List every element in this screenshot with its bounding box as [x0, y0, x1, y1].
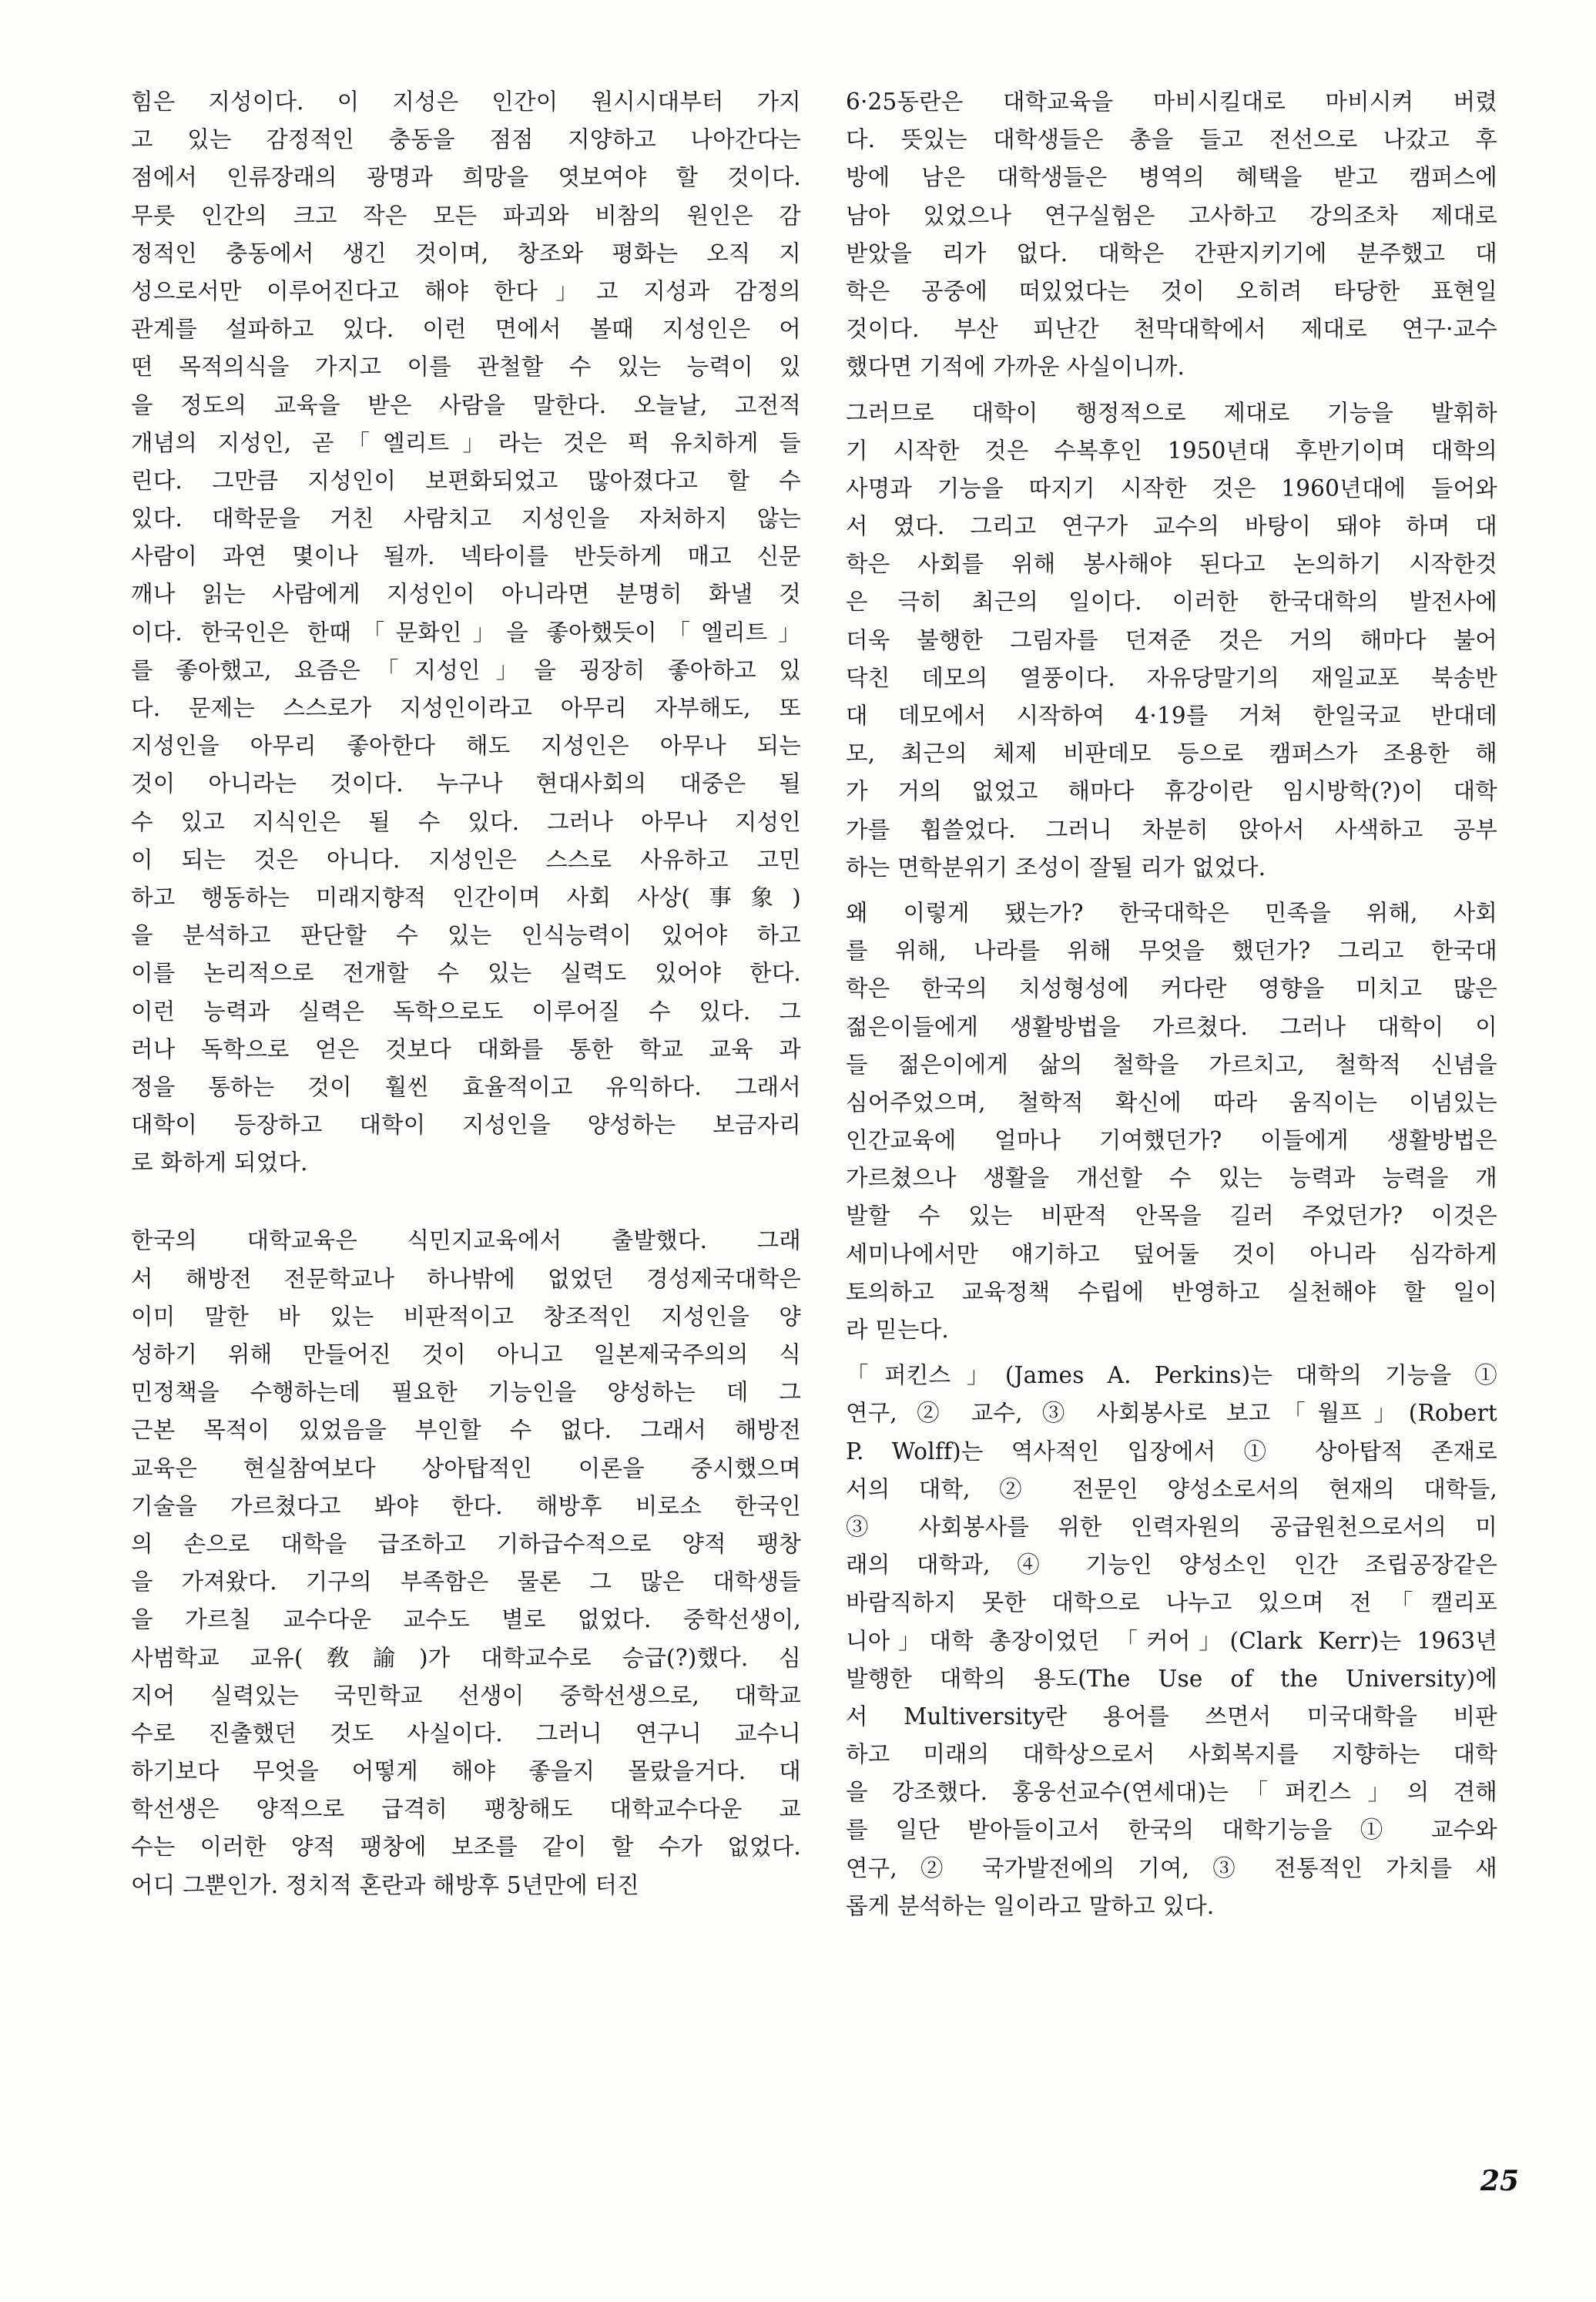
text-line: 어디 그뿐인가. 정치적 혼란과 해방후 5년만에 터진: [131, 1871, 639, 1898]
paragraph-6: [846, 1357, 1497, 1925]
text-line: 이다. 한국인은 한때「문화인」을 좋아했듯이「엘리트」: [131, 619, 801, 646]
text-line: 힘은 지성이다. 이 지성은 인간이 원시시대부터 가지: [131, 89, 801, 115]
text-line: 수 있고 지식인은 될 수 있다. 그러나 아무나 지성인: [131, 808, 801, 835]
text-line: 이 되는 것은 아니다. 지성인은 스스로 사유하고 고민: [131, 846, 801, 873]
text-line: 근본 목적이 있었음을 부인할 수 없다. 그래서 해방전: [131, 1417, 801, 1444]
paragraph-gap: [131, 1182, 801, 1222]
text-line: 러나 독학으로 얻은 것보다 대화를 통한 학교 교육 과: [131, 1035, 801, 1062]
text-line: 하고 행동하는 미래지향적 인간이며 사회 사상(事象): [131, 884, 801, 911]
text-line: 하는 면학분위기 조성이 잘될 리가 없었다.: [846, 854, 1266, 881]
text-line: 남아 있었으나 연구실험은 고사하고 강의조차 제대로: [846, 202, 1497, 229]
text-line: 정적인 충동에서 생긴 것이며, 창조와 평화는 오직 지: [131, 240, 801, 267]
text-line: 인간교육에 얼마나 기여했던가? 이들에게 생활방법은: [846, 1127, 1497, 1154]
text-line: 을 분석하고 판단할 수 있는 인식능력이 있어야 하고: [131, 922, 801, 949]
text-line: 떤 목적의식을 가지고 이를 관철할 수 있는 능력이 있: [131, 354, 801, 381]
text-line: 래의 대학과, ④ 기능인 양성소인 인간 조립공장같은: [846, 1552, 1497, 1579]
text-line: 왜 이렇게 됐는가? 한국대학은 민족을 위해, 사회: [846, 899, 1497, 926]
text-line: 다. 뜻있는 대학생들은 총을 들고 전선으로 나갔고 후: [846, 126, 1497, 153]
text-line: 더욱 불행한 그림자를 던져준 것은 거의 해마다 불어: [846, 626, 1497, 653]
text-line: 점에서 인류장래의 광명과 희망을 엿보여야 할 것이다.: [131, 164, 801, 191]
text-line: 깨나 읽는 사람에게 지성인이 아니라면 분명히 화낼 것: [131, 581, 801, 608]
text-line: 정을 통하는 것이 훨씬 효율적이고 유익하다. 그래서: [131, 1073, 801, 1100]
text-line: 사람이 과연 몇이나 될까. 넥타이를 반듯하게 매고 신문: [131, 543, 801, 570]
text-line: 가를 휩쓸었다. 그러니 차분히 앉아서 사색하고 공부: [846, 816, 1497, 843]
text-line: 서 해방전 전문학교나 하나밖에 없었던 경성제국대학은: [131, 1265, 801, 1292]
text-line: 있다. 대학문을 거친 사람치고 지성인을 자처하지 않는: [131, 505, 801, 532]
text-line: 로 화하게 되었다.: [131, 1149, 308, 1176]
text-line: 하고 미래의 대학상으로서 사회복지를 지향하는 대학: [846, 1741, 1497, 1768]
text-line: 을 가져왔다. 기구의 부족함은 물론 그 많은 대학생들: [131, 1569, 801, 1596]
paragraph-gap: [846, 1349, 1497, 1357]
text-line: 가 거의 없었고 해마다 휴강이란 임시방학(?)이 대학: [846, 778, 1497, 805]
text-line: 대학이 등장하고 대학이 지성인을 양성하는 보금자리: [131, 1112, 801, 1139]
text-line: 을 강조했다. 홍웅선교수(연세대)는「퍼킨스」의 견해: [846, 1779, 1497, 1806]
text-line: 을 가르칠 교수다운 교수도 별로 없었다. 중학선생이,: [131, 1606, 801, 1633]
text-line: 발할 수 있는 비판적 안목을 길러 주었던가? 이것은: [846, 1203, 1497, 1230]
text-line: 했다면 기적에 가까운 사실이니까.: [846, 354, 1185, 381]
text-line: 지성인을 아무리 좋아한다 해도 지성인은 아무나 되는: [131, 733, 801, 760]
text-line: 세미나에서만 얘기하고 덮어둘 것이 아니라 심각하게: [846, 1240, 1497, 1267]
paragraph-2: [131, 1222, 801, 1904]
text-line: 관계를 설파하고 있다. 이런 면에서 볼때 지성인은 어: [131, 316, 801, 343]
text-line: 하기보다 무엇을 어떻게 해야 좋을지 몰랐을거다. 대: [131, 1758, 801, 1785]
text-line: 은 극히 최근의 일이다. 이러한 한국대학의 발전사에: [846, 589, 1497, 616]
text-line: 들 젊은이에게 삶의 철학을 가르치고, 철학적 신념을: [846, 1051, 1497, 1078]
text-line: 그러므로 대학이 행정적으로 제대로 기능을 발휘하: [846, 399, 1497, 426]
text-line: 발행한 대학의 용도(The Use of the University)에: [846, 1665, 1497, 1692]
text-line: 를 좋아했고, 요즘은「지성인」을 굉장히 좋아하고 있: [131, 656, 801, 683]
text-line: 고 있는 감정적인 충동을 점점 지양하고 나아간다는: [131, 126, 801, 153]
paragraph-1: [131, 83, 801, 1182]
text-line: 연구, ② 국가발전에의 기여, ③ 전통적인 가치를 새: [846, 1854, 1497, 1881]
text-line: 심어주었으며, 철학적 확신에 따라 움직이는 이념있는: [846, 1089, 1497, 1116]
text-line: 6·25동란은 대학교육을 마비시킬대로 마비시켜 버렸: [846, 89, 1497, 115]
text-line: 학은 한국의 치성형성에 커다란 영향을 미치고 많은: [846, 975, 1497, 1002]
paragraph-gap: [846, 887, 1497, 894]
text-line: 서 였다. 그리고 연구가 교수의 바탕이 돼야 하며 대: [846, 513, 1497, 540]
text-line: 바람직하지 못한 대학으로 나누고 있으며 전「캘리포: [846, 1589, 1497, 1616]
text-line: 학은 사회를 위해 봉사해야 된다고 논의하기 시작한것: [846, 551, 1497, 578]
text-line: 학은 공중에 떠있었다는 것이 오히려 타당한 표현일: [846, 277, 1497, 304]
text-line: 성하기 위해 만들어진 것이 아니고 일본제국주의의 식: [131, 1341, 801, 1367]
text-line: 이를 논리적으로 전개할 수 있는 실력도 있어야 한다.: [131, 960, 801, 987]
text-line: 수는 이러한 양적 팽창에 보조를 같이 할 수가 없었다.: [131, 1834, 801, 1861]
text-line: 기술을 가르쳤다고 봐야 한다. 해방후 비로소 한국인: [131, 1492, 801, 1519]
paragraph-3: [846, 83, 1497, 387]
text-line: 닥친 데모의 열풍이다. 자유당말기의 재일교포 북송반: [846, 664, 1497, 691]
paragraph-gap: [846, 387, 1497, 394]
paragraph-5: [846, 894, 1497, 1349]
text-line: 기 시작한 것은 수복후인 1950년대 후반기이며 대학의: [846, 437, 1497, 464]
text-line: 다. 문제는 스스로가 지성인이라고 아무리 자부해도, 또: [131, 695, 801, 721]
text-line: 학선생은 양적으로 급격히 팽창해도 대학교수다운 교: [131, 1796, 801, 1823]
text-line: 젊은이들에게 생활방법을 가르쳤다. 그러나 대학이 이: [846, 1013, 1497, 1040]
text-line: 대 데모에서 시작하여 4·19를 거쳐 한일국교 반대데: [846, 703, 1497, 729]
text-line: P. Wolff)는 역사적인 입장에서 ① 상아탑적 존재로: [846, 1438, 1497, 1465]
text-line: 의 손으로 대학을 급조하고 기하급수적으로 양적 팽창: [131, 1530, 801, 1557]
right-column: [846, 83, 1497, 1925]
text-line: 를 일단 받아들이고서 한국의 대학기능을 ① 교수와: [846, 1817, 1497, 1844]
text-line: 성으로서만 이루어진다고 해야 한다」고 지성과 감정의: [131, 277, 801, 304]
text-line: 토의하고 교육정책 수립에 반영하고 실천해야 할 일이: [846, 1278, 1497, 1305]
page-number: 25: [1480, 2165, 1519, 2197]
text-line: 받았을 리가 없다. 대학은 간판지키기에 분주했고 대: [846, 240, 1497, 267]
text-line: 연구, ② 교수, ③ 사회봉사로 보고「월프」(Robert: [846, 1400, 1497, 1427]
text-line: 민정책을 수행하는데 필요한 기능인을 양성하는 데 그: [131, 1379, 801, 1406]
text-line: 방에 남은 대학생들은 병역의 혜택을 받고 캠퍼스에: [846, 164, 1497, 191]
text-line: 것이다. 부산 피난간 천막대학에서 제대로 연구·교수: [846, 316, 1497, 343]
text-line: 교육은 현실참여보다 상아탑적인 이론을 중시했으며: [131, 1455, 801, 1482]
text-line: 서의 대학, ② 전문인 양성소로서의 현재의 대학들,: [846, 1475, 1497, 1502]
text-line: 서 Multiversity란 용어를 쓰면서 미국대학을 비판: [846, 1703, 1497, 1730]
text-line: 니아」대학 총장이었던 「커어」(Clark Kerr)는 1963년: [846, 1627, 1497, 1654]
text-line: 이미 말한 바 있는 비판적이고 창조적인 지성인을 양: [131, 1303, 801, 1330]
text-line: 이런 능력과 실력은 독학으로도 이루어질 수 있다. 그: [131, 998, 801, 1025]
text-line: 지어 실력있는 국민학교 선생이 중학선생으로, 대학교: [131, 1682, 801, 1709]
left-column: [131, 83, 801, 1904]
text-line: 「퍼킨스」(James A. Perkins)는 대학의 기능을 ①: [846, 1362, 1497, 1389]
text-line: 을 정도의 교육을 받은 사람을 말한다. 오늘날, 고전적: [131, 391, 801, 418]
text-line: 사범학교 교유(敎諭)가 대학교수로 승급(?)했다. 심: [131, 1644, 801, 1671]
paragraph-4: [846, 394, 1497, 887]
text-line: 무릇 인간의 크고 작은 모든 파괴와 비참의 원인은 감: [131, 202, 801, 229]
text-line: 모, 최근의 체제 비판데모 등으로 캠퍼스가 조용한 해: [846, 740, 1497, 767]
text-line: ③ 사회봉사를 위한 인력자원의 공급원천으로서의 미: [846, 1513, 1497, 1540]
text-line: 수로 진출했던 것도 사실이다. 그러니 연구니 교수니: [131, 1720, 801, 1747]
text-line: 를 위해, 나라를 위해 무엇을 했던가? 그리고 한국대: [846, 938, 1497, 965]
text-line: 린다. 그만큼 지성인이 보편화되었고 많아졌다고 할 수: [131, 467, 801, 494]
text-line: 한국의 대학교육은 식민지교육에서 출발했다. 그래: [131, 1227, 801, 1254]
text-line: 개념의 지성인, 곧「엘리트」라는 것은 퍽 유치하게 들: [131, 429, 801, 456]
text-line: 가르쳤으나 생활을 개선할 수 있는 능력과 능력을 개: [846, 1165, 1497, 1192]
text-line: 라 믿는다.: [846, 1317, 949, 1343]
text-line: 사명과 기능을 따지기 시작한 것은 1960년대에 들어와: [846, 475, 1497, 502]
text-line: 롭게 분석하는 일이라고 말하고 있다.: [846, 1892, 1215, 1919]
text-line: 것이 아니라는 것이다. 누구나 현대사회의 대중은 될: [131, 770, 801, 797]
